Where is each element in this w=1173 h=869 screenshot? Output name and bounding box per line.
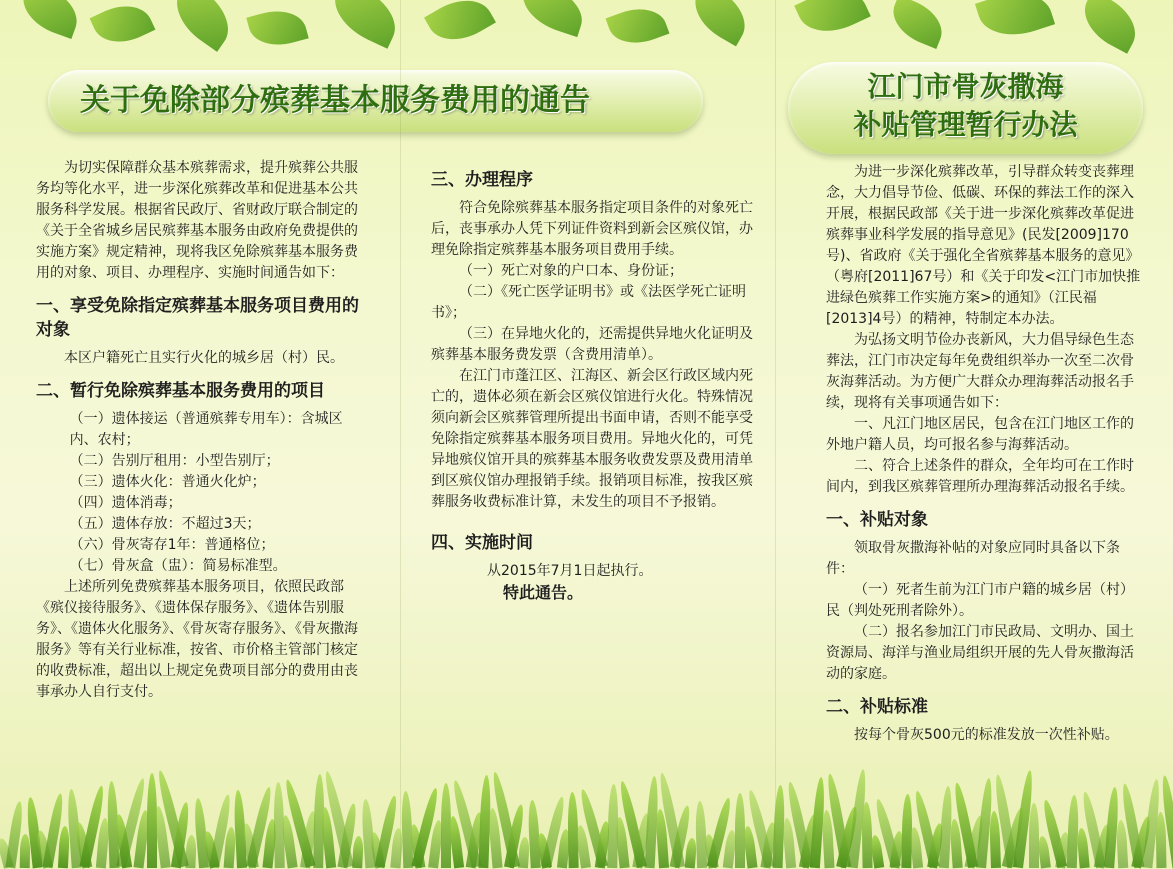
subsidy-target-heading: 一、补贴对象 <box>826 510 928 530</box>
section-4-text: 从2015年7月1日起执行。 <box>487 563 653 579</box>
list-item: （一）遗体接运（普通殡葬专用车）：含城区内、农村； <box>69 411 343 448</box>
middle-body <box>431 158 753 603</box>
doc-item: （三）在异地火化的，还需提供异地火化证明及殡葬基本服务费发票（含费用清单）。 <box>431 326 753 363</box>
condition-item: （一）死者生前为江门市户籍的城乡居（村）民（判处死刑者除外）。 <box>826 582 1134 619</box>
right-paragraph-3: 一、凡江门地区居民，包含在江门地区工作的外地户籍人员，均可报名参与海葬活动。 <box>826 416 1134 453</box>
list-item: （五）遗体存放：不超过3天； <box>69 516 261 532</box>
list-item: （三）遗体火化：普通火化炉； <box>69 474 266 490</box>
subsidy-target-text: 领取骨灰撒海补帖的对象应同时具备以下条件： <box>826 540 1120 577</box>
list-item: （二）告别厅租用：小型告别厅； <box>69 453 280 469</box>
closing-text: 特此通告。 <box>503 583 584 602</box>
subsidy-standard-heading: 二、补贴标准 <box>826 697 928 717</box>
intro-paragraph: 为切实保障群众基本殡葬需求，提升殡葬公共服务均等化水平，进一步深化殡葬改革和促进基本公共服务科学发展。根据省民政厅、省财政厅联合制定的《关于全省城乡居民殡葬基本服务由政府免费提供的实施方案》规定精神，现将我区免除殡葬基本服务费用的对象、项目、办理程序、实施时间通告如下： <box>36 160 358 281</box>
doc-item: （二）《死亡医学证明书》或《法医学死亡证明书》； <box>431 284 746 321</box>
section-2-heading: 二、暂行免除殡葬基本服务费用的项目 <box>36 381 325 401</box>
section-3-heading: 三、办理程序 <box>431 170 533 190</box>
section-1-text: 本区户籍死亡且实行火化的城乡居（村）民。 <box>64 350 344 366</box>
left-body <box>36 158 362 703</box>
right-paragraph-4: 二、符合上述条件的群众，全年均可在工作时间内，到我区殡葬管理所办理海葬活动报名手续。 <box>826 458 1134 495</box>
doc-item: （一）死亡对象的户口本、身份证； <box>459 263 683 279</box>
right-panel <box>775 0 1173 868</box>
right-title-line1: 江门市骨灰撒海 <box>867 70 1064 103</box>
right-paragraph-2: 为弘扬文明节俭办丧新风，大力倡导绿色生态葬法，江门市决定每年免费组织举办一次至二次骨灰海葬活动。为方便广大群众办理海葬活动报名手续，现将有关事项通告如下： <box>826 332 1134 411</box>
section-1-heading: 一、享受免除指定殡葬基本服务项目费用的对象 <box>36 296 359 340</box>
section-3-text: 在江门市蓬江区、江海区、新会区行政区域内死亡的，遗体必须在新会区殡仪馆进行火化。特殊情况须向新会区殡葬管理所提出书面申请，否则不能享受免除指定殡葬基本服务项目费用。异地火化的，可凭异地殡仪馆开具的殡葬基本服务收费发票及费用清单到区殡仪馆办理报销手续。报销项目标准，按我区殡葬服务收费标准计算，未发生的项目不予报销。 <box>431 368 753 510</box>
right-title-line2: 补贴管理暂行办法 <box>853 108 1078 141</box>
section-2-text: 上述所列免费殡葬基本服务项目，依照民政部《殡仪接待服务》、《遗体保存服务》、《遗体告别服务》、《遗体火化服务》、《骨灰寄存服务》、《骨灰撒海服务》等有关行业标准，按省、市价格主管部门核定的收费标准，超出以上规定免费项目部分的费用由丧事承办人自行支付。 <box>36 579 358 700</box>
right-body <box>826 162 1144 746</box>
list-item: （四）遗体消毒； <box>69 495 182 511</box>
middle-panel <box>400 0 775 868</box>
section-3-intro: 符合免除殡葬基本服务指定项目条件的对象死亡后，丧事承办人凭下列证件资料到新会区殡仪馆，办理免除指定殡葬基本服务项目费用手续。 <box>431 200 753 258</box>
right-paragraph-1: 为进一步深化殡葬改革，引导群众转变丧葬理念，大力倡导节俭、低碳、环保的葬法工作的深入开展，根据民政部《关于进一步深化殡葬改革促进殡葬事业科学发展的指导意见》(民发[2009]170号)、省政府《关于强化全省殡葬基本服务的意见》（粤府[2011]67号）和《关于印发<江门市加快推进绿色殡葬工作实施方案>的通知》（江民福[2013]4号）的精神，特制定本办法。 <box>826 164 1141 327</box>
list-item: （六）骨灰寄存1年：普通格位； <box>69 537 275 553</box>
section-4-heading: 四、实施时间 <box>431 533 533 553</box>
list-item: （七）骨灰盒（盅）：简易标准型。 <box>69 558 287 574</box>
condition-item: （二）报名参加江门市民政局、文明办、国土资源局、海洋与渔业局组织开展的先人骨灰撒海活动的家庭。 <box>826 624 1134 682</box>
left-title: 关于免除部分殡葬基本服务费用的通告 <box>80 83 590 118</box>
subsidy-standard-text: 按每个骨灰500元的标准发放一次性补贴。 <box>854 727 1119 743</box>
